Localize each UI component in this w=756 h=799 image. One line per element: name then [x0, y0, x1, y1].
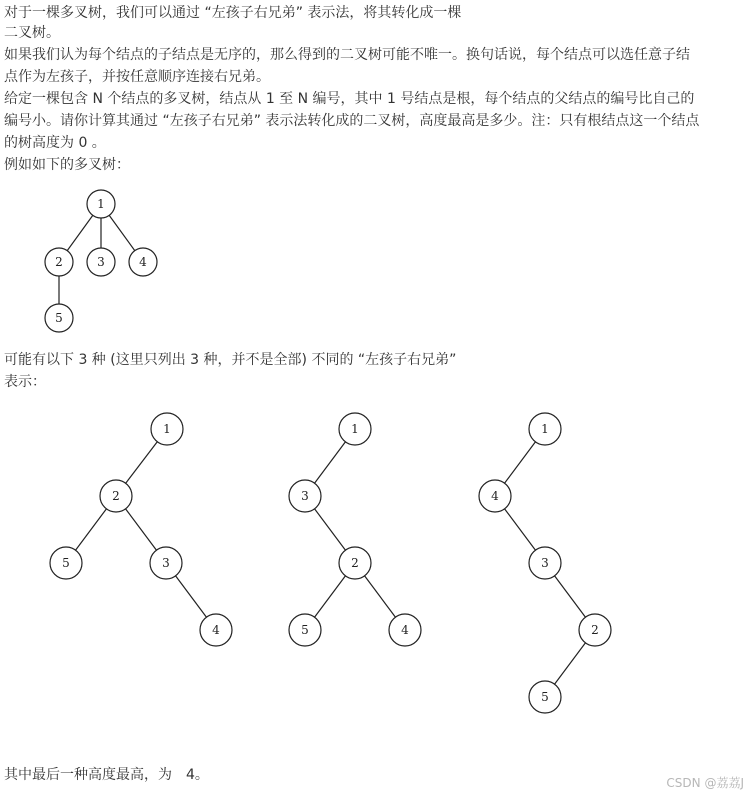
- svg-text:2: 2: [55, 255, 63, 269]
- binary-tree-b: [289, 413, 421, 646]
- intro-line-5: 给定一棵包含 N 个结点的多叉树，结点从 1 至 N 编号，其中 1 号结点是根，每个结点的父结点的编号比自己的: [4, 91, 695, 107]
- intro-line-6: 编号小。请你计算其通过 “左孩子右兄弟” 表示法转化成的二叉树，高度最高是多少。注：只有根结点这一个结点: [4, 113, 700, 129]
- tree-node: [529, 547, 561, 579]
- svg-text:3: 3: [541, 556, 549, 570]
- tree-node: [289, 614, 321, 646]
- tree-node: [529, 681, 561, 713]
- tree-node: [579, 614, 611, 646]
- original-tree-diagram: [0, 185, 200, 335]
- svg-text:1: 1: [163, 422, 171, 436]
- svg-text:4: 4: [212, 623, 220, 637]
- watermark: CSDN @荔荔J: [666, 776, 744, 790]
- conclusion-text: 其中最后一种高度最高，为 4。: [4, 767, 209, 783]
- binary-tree-a: [50, 413, 232, 646]
- intro-line-7: 的树高度为 0 。: [4, 135, 106, 151]
- svg-text:4: 4: [401, 623, 409, 637]
- svg-text:1: 1: [351, 422, 359, 436]
- intro-line-2: 二叉树。: [4, 25, 60, 41]
- intro-line-4: 点作为左孩子，并按任意顺序连接右兄弟。: [4, 69, 270, 85]
- svg-text:3: 3: [301, 489, 309, 503]
- tree-node: [339, 413, 371, 445]
- svg-text:5: 5: [55, 311, 63, 325]
- intro-line-8: 例如如下的多叉树：: [4, 157, 130, 173]
- tree-node: [200, 614, 232, 646]
- svg-text:2: 2: [351, 556, 359, 570]
- svg-text:1: 1: [97, 197, 105, 211]
- tree-node: [150, 547, 182, 579]
- intro-line-3: 如果我们认为每个结点的子结点是无序的，那么得到的二叉树可能不唯一。换句话说，每个结点可以选任意子结: [4, 47, 690, 63]
- svg-text:5: 5: [541, 690, 549, 704]
- svg-text:4: 4: [139, 255, 147, 269]
- svg-text:3: 3: [97, 255, 105, 269]
- tree-node: [339, 547, 371, 579]
- tree-node: [289, 480, 321, 512]
- svg-text:2: 2: [112, 489, 120, 503]
- tree-node: [529, 413, 561, 445]
- tree-node: [129, 248, 157, 276]
- representations-line-1: 可能有以下 3 种 (这里只列出 3 种，并不是全部) 不同的 “左孩子右兄弟”: [4, 352, 457, 368]
- binary-tree-c: [479, 413, 611, 713]
- tree-node: [479, 480, 511, 512]
- tree-node: [100, 480, 132, 512]
- tree-node: [45, 304, 73, 332]
- binary-trees-diagram: [0, 400, 756, 720]
- svg-text:3: 3: [162, 556, 170, 570]
- representations-line-2: 表示：: [4, 374, 46, 390]
- tree-node: [87, 248, 115, 276]
- tree-node: [389, 614, 421, 646]
- svg-text:4: 4: [491, 489, 499, 503]
- intro-line-1: 对于一棵多叉树，我们可以通过 “左孩子右兄弟” 表示法，将其转化成一棵: [4, 5, 462, 21]
- tree-node: [151, 413, 183, 445]
- tree-node: [45, 248, 73, 276]
- svg-text:5: 5: [301, 623, 309, 637]
- tree-node: [50, 547, 82, 579]
- svg-text:2: 2: [591, 623, 599, 637]
- tree-node: [87, 190, 115, 218]
- svg-text:1: 1: [541, 422, 549, 436]
- svg-text:5: 5: [62, 556, 70, 570]
